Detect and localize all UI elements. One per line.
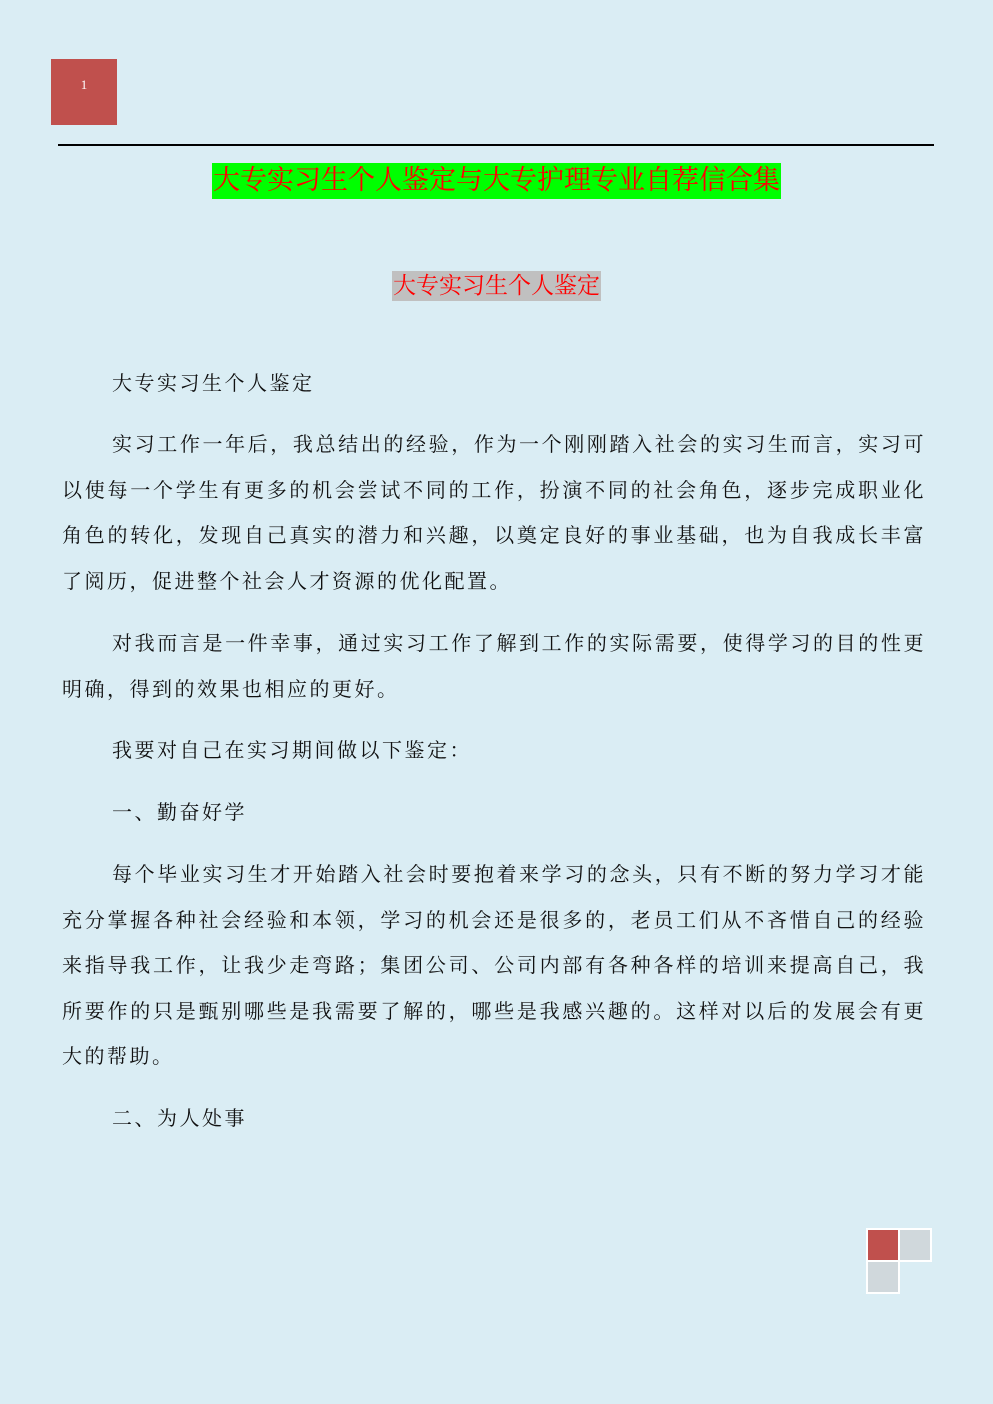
subheading-1 (62, 790, 926, 836)
corner-decoration (866, 1228, 934, 1294)
subheading: 二、为人处事 (112, 1106, 247, 1130)
page-number-badge (51, 59, 117, 125)
main-title-container (0, 163, 993, 199)
page-number: 1 (80, 77, 88, 92)
body-paragraph-3 (62, 728, 926, 774)
paragraph: 实习工作一年后，我总结出的经验，作为一个刚刚踏入社会的实习生而言，实习可以使每一个学生有更多的机会尝试不同的工作，扮演不同的社会角色，逐步完成职业化角色的转化，发现自己真实的潜力和兴趣，以奠定良好的事业基础，也为自我成长丰富了阅历，促进整个社会人才资源的优化配置。 (62, 432, 926, 593)
header-divider (58, 144, 934, 146)
body-paragraph-2 (62, 621, 926, 712)
red-square-icon (866, 1228, 900, 1262)
subheading-2 (62, 1096, 926, 1142)
section-title-container (0, 271, 993, 301)
main-title: 大专实习生个人鉴定与大专护理专业自荐信合集 (212, 163, 781, 199)
paragraph: 每个毕业实习生才开始踏入社会时要抱着来学习的念头，只有不断的努力学习才能充分掌握各种社会经验和本领，学习的机会还是很多的，老员工们从不吝惜自己的经验来指导我工作，让我少走弯路；集团公司、公司内部有各种各样的培训来提高自己，我所要作的只是甄别哪些是我需要了解的，哪些是我感兴趣的。这样对以后的发展会有更大的帮助。 (62, 862, 926, 1068)
gray-square-icon (866, 1260, 900, 1294)
subheading: 一、勤奋好学 (112, 800, 247, 824)
paragraph: 我要对自己在实习期间做以下鉴定： (112, 738, 472, 762)
gray-square-icon (898, 1228, 932, 1262)
body-paragraph-heading (62, 361, 926, 407)
paragraph: 对我而言是一件幸事，通过实习工作了解到工作的实际需要，使得学习的目的性更明确，得到的效果也相应的更好。 (62, 631, 926, 701)
paragraph: 大专实习生个人鉴定 (112, 371, 315, 395)
section-title: 大专实习生个人鉴定 (393, 273, 600, 299)
body-paragraph-1 (62, 422, 926, 604)
body-paragraph-4 (62, 852, 926, 1080)
